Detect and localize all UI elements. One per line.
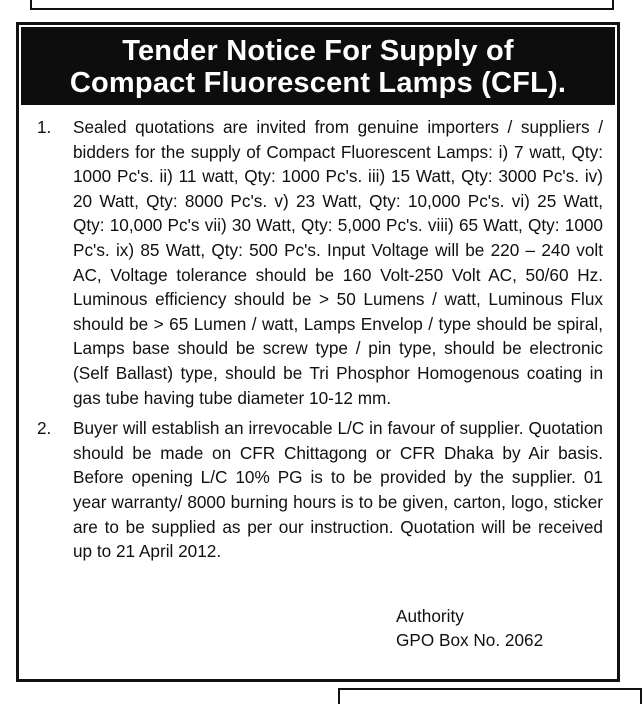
notice-item-list xyxy=(19,105,617,564)
signature-authority: Authority xyxy=(396,606,464,626)
next-ad-border xyxy=(338,688,642,704)
tender-notice xyxy=(16,22,620,682)
previous-ad-border xyxy=(30,0,614,10)
item-text: Buyer will establish an irrevocable L/C in favour of supplier. Quotation should be made on CFR Chittagong or CFR Dhaka by Air basis. Before opening L/C 10% PG is to be provided by the supplier. 01 year warranty/ 8000 burning hours is to be given, carton, logo, sticker are to be supplied as per our instruction. Quotation will be received up to 21 April 2012. xyxy=(73,418,603,562)
signature-block xyxy=(396,604,543,652)
item-text: Sealed quotations are invited from genuine importers / suppliers / bidders for the supply of Compact Fluorescent Lamps: i) 7 watt, Qty: 1000 Pc's. ii) 11 watt, Qty: 1000 Pc's. iii) 15 Watt, Qty: 3000 Pc's. iv) 20 Watt, Qty: 8000 Pc's. v) 23 Watt, Qty: 10,000 Pc's. vi) 25 Watt, Qty: 10,000 Pc's vii) 30 Watt, Qty: 5,000 Pc's. viii) 65 Watt, Qty: 1000 Pc's. ix) 85 Watt, Qty: 500 Pc's. Input Voltage will be 220 – 240 volt AC, Voltage tolerance should be 160 Volt-250 Volt AC, 50/60 Hz. Luminous efficiency should be > 50 Lumens / watt, Luminous Flux should be > 65 Lumen / watt, Lamps Envelop / type should be spiral, Lamps base should be screw type / pin type, should be electronic (Self Ballast) type, should be Tri Phosphor Homogenous coating in gas tube having tube diameter 10-12 mm. xyxy=(73,117,603,408)
signature-address: GPO Box No. 2062 xyxy=(396,630,544,650)
notice-item xyxy=(33,416,603,564)
notice-title-banner xyxy=(21,27,615,105)
item-number: 2. xyxy=(37,418,52,439)
notice-title-line-2: Compact Fluorescent Lamps (CFL). xyxy=(69,67,567,99)
notice-title-line-1: Tender Notice For Supply of xyxy=(122,35,514,67)
notice-item xyxy=(33,115,603,410)
item-number: 1. xyxy=(37,117,52,137)
